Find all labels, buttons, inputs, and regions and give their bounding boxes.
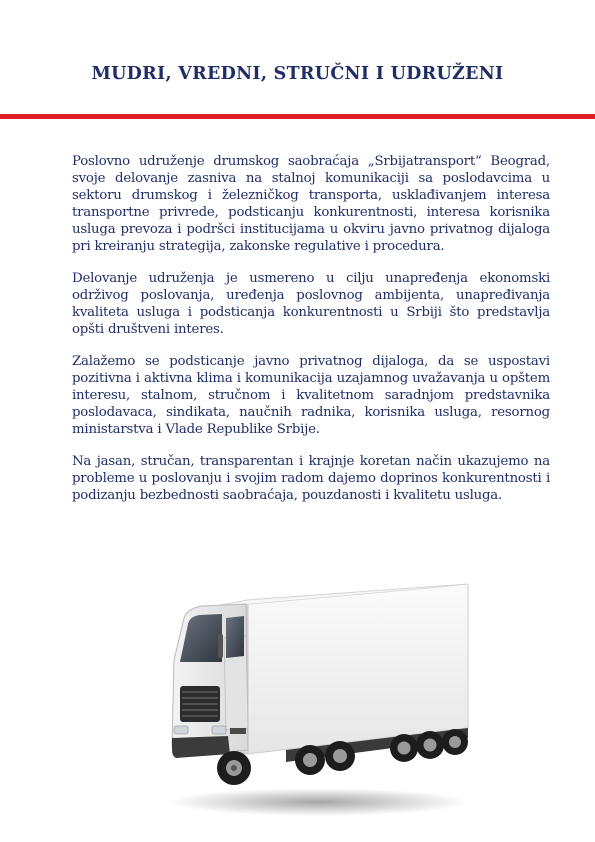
paragraph-contribution: Na jasan, stručan, transparentan i krajnje koretan način ukazujemo na probleme u poslovanju i svojim radom dajemo doprinos konkurentnosti i podizanju bezbednosti saobraćaja, pouzdanosti i kvalitetu usluga. — [72, 454, 550, 503]
paragraph-dialogue: Zalažemo se podsticanje javno privatnog dijaloga, da se uspostavi pozitivna i aktivna klima i komunikacija uzajamnog uvažavanja u opštem interesu, stalnom, stručnom i kvalitetnom saradnjom predstavnika poslodavaca, sindikata, naučnih radnika, korisnika usluga, resornog ministarstva i Vlade Republike Srbije. — [72, 354, 550, 437]
page-title: MUDRI, VREDNI, STRUČNI I UDRUŽENI — [91, 64, 504, 84]
title-divider — [0, 114, 595, 119]
paragraph-activities: Delovanje udruženja je usmereno u cilju unapređenja ekonomski održivog poslovanja, uređenja poslovnog ambijenta, unapređivanja kvaliteta usluga i podsticanja konkurentnosti u Srbiji što predstavlja opšti društveni interes. — [72, 271, 550, 337]
body-text — [72, 153, 550, 519]
truck-illustration — [168, 578, 472, 818]
paragraph-intro: Poslovno udruženje drumskog saobraćaja „Srbijatransport“ Beograd, svoje delovanje zasniva na stalnoj komunikaciji sa poslodavcima u sektoru drumskog i železničkog transporta, usklađivanjem interesa transportne privrede, podsticanju konkurentnosti, interesa korisnika usluga prevoza i podršci institucijama u okviru javno privatnog dijaloga pri kreiranju strategija, zakonske regulative i procedura. — [72, 154, 550, 254]
